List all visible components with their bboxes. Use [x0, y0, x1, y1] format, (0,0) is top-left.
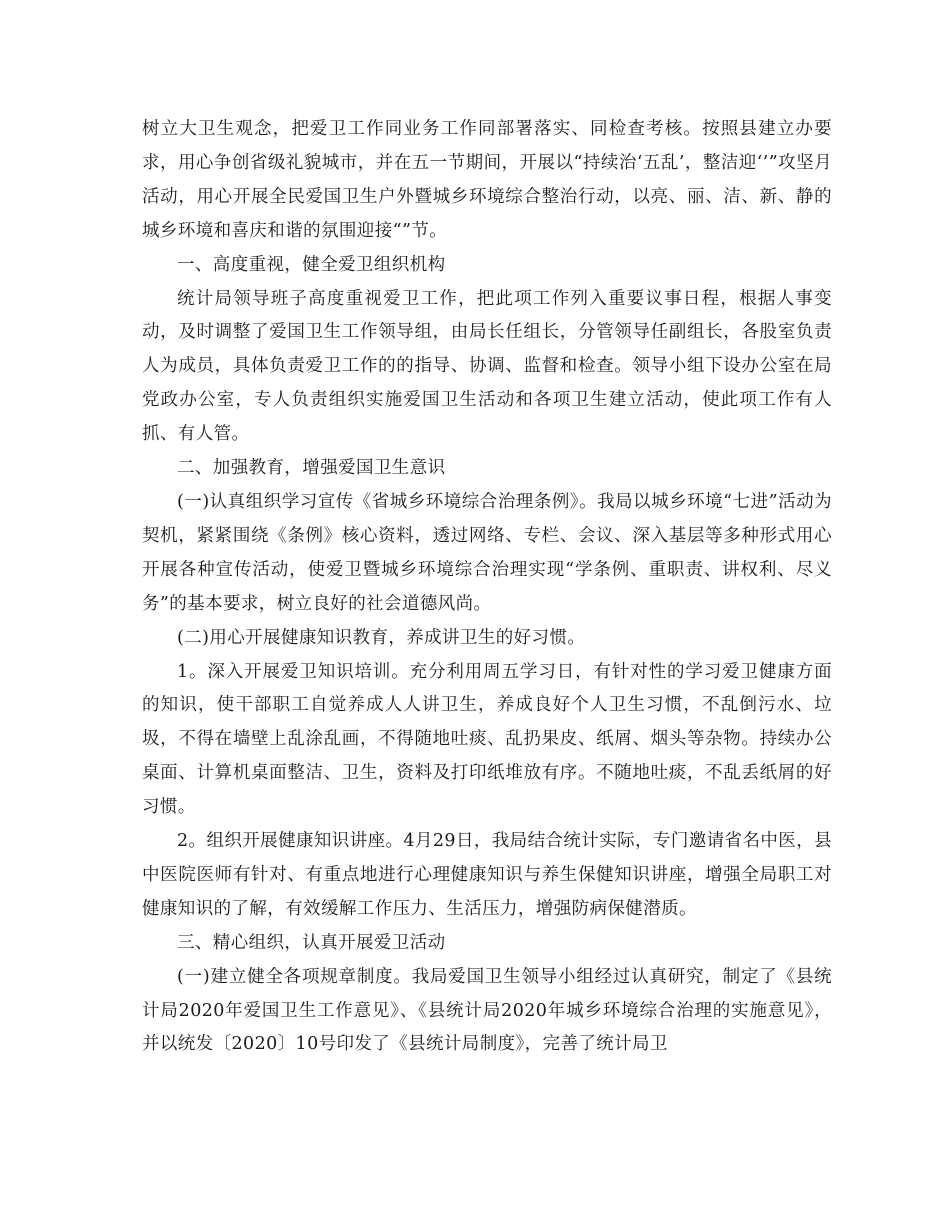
paragraph-organization: 统计局领导班子高度重视爱卫工作，把此项工作列入重要议事日程，根据人事变动，及时调整了爱国卫生工作领导组，由局长任组长，分管领导任副组长，各股室负责人为成员，具体负责爱卫工作的的指导、协调、监督和检查。领导小组下设办公室在局党政办公室，专人负责组织实施爱国卫生活动和各项卫生建立活动，使此项工作有人抓、有人管。 — [142, 288, 832, 445]
subheading-health-education: (二)用心开展健康知识教育，养成讲卫生的好习惯。 — [177, 627, 586, 648]
section-heading-1: 一、高度重视，健全爱卫组织机构 — [177, 254, 446, 275]
paragraph-lecture: 2。组织开展健康知识讲座。4月29日，我局结合统计实际，专门邀请省名中医，县中医院医师有针对、有重点地进行心理健康知识与养生保健知识讲座，增强全局职工对健康知识的了解，有效缓解工作压力、生活压力，增强防病保健潜质。 — [142, 831, 832, 919]
paragraph-regulation-study: (一)认真组织学习宣传《省城乡环境综合治理条例》。我局以城乡环境“七进”活动为契机，紧紧围绕《条例》核心资料，透过网络、专栏、会议、深入基层等多种形式用心开展各种宣传活动，使爱卫暨城乡环境综合治理实现“学条例、重职责、讲权利、尽义务”的基本要求，树立良好的社会道德风尚。 — [142, 491, 832, 614]
paragraph-intro-continued: 树立大卫生观念，把爱卫工作同业务工作同部署落实、同检查考核。按照县建立办要求，用心争创省级礼貌城市，并在五一节期间，开展以“持续治‘五乱’，整洁迎‘’”攻坚月活动，用心开展全民爱国卫生户外暨城乡环境综合整治行动，以亮、丽、洁、新、静的城乡环境和喜庆和谐的氛围迎接“”节。 — [142, 119, 832, 241]
paragraph-rules: (一)建立健全各项规章制度。我局爱国卫生领导小组经过认真研究，制定了《县统计局2020年爱国卫生工作意见》、《县统计局2020年城乡环境综合治理的实施意见》，并以统发〔2020〕10号印发了《县统计局制度》，完善了统计局卫 — [142, 966, 832, 1055]
paragraph-training: 1。深入开展爱卫知识培训。充分利用周五学习日，有针对性的学习爱卫健康方面的知识，使干部职工自觉养成人人讲卫生，养成良好个人卫生习惯，不乱倒污水、垃圾，不得在墙壁上乱涂乱画，不得随地吐痰、乱扔果皮、纸屑、烟头等杂物。持续办公桌面、计算机桌面整洁、卫生，资料及打印纸堆放有序。不随地吐痰，不乱丢纸屑的好习惯。 — [142, 661, 832, 818]
section-heading-3: 三、精心组织，认真开展爱卫活动 — [177, 932, 446, 953]
section-heading-2: 二、加强教育，增强爱国卫生意识 — [177, 458, 446, 479]
document-body — [142, 113, 832, 1062]
